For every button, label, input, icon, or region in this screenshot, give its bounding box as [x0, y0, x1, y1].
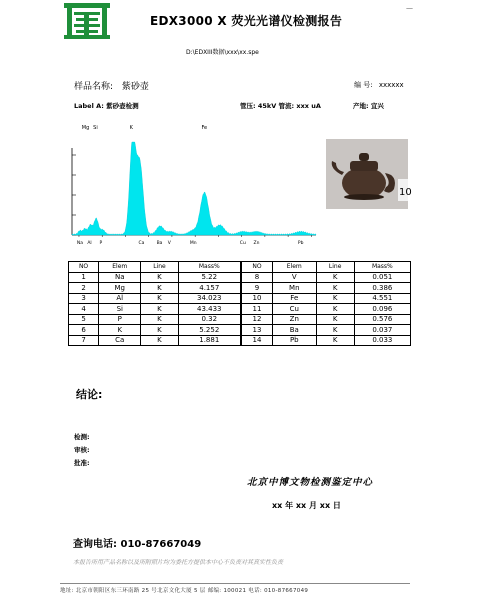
- xrf-spectrum-chart: [64, 120, 320, 250]
- table-cell: 0.037: [354, 325, 410, 336]
- label-a: Label A: 紫砂壶检测: [74, 102, 139, 110]
- table-cell: 5.22: [178, 272, 240, 283]
- report-title: EDX3000 X 荧光光谱仪检测报告: [150, 14, 343, 28]
- column-header: Mass%: [354, 262, 410, 273]
- table-row: [69, 283, 241, 294]
- issue-date: xx 年 xx 月 xx 日: [272, 501, 341, 510]
- table-cell: Si: [99, 304, 141, 315]
- sample-number-value: xxxxxx: [378, 81, 404, 89]
- conclusion-label: 结论:: [76, 388, 103, 401]
- table-cell: Ca: [99, 335, 141, 346]
- sample-name-row: [74, 79, 149, 92]
- table-cell: K: [316, 325, 354, 336]
- table-cell: 0.386: [354, 283, 410, 294]
- table-cell: K: [141, 272, 178, 283]
- table-row: [242, 314, 411, 325]
- table-cell: Mn: [272, 283, 316, 294]
- peak-label-top: K: [129, 125, 133, 131]
- element-table-left: [68, 261, 241, 346]
- origin-label: 产地:: [353, 102, 369, 110]
- table-row: [69, 335, 241, 346]
- sample-number-label: 编 号:: [354, 81, 373, 89]
- peak-label-bottom: Pb: [297, 241, 304, 246]
- peak-label-bottom: Al: [87, 241, 92, 246]
- sample-name-value: 紫砂壶: [121, 82, 149, 92]
- table-cell: K: [141, 314, 178, 325]
- table-cell: 9: [242, 283, 273, 294]
- table-row: [242, 335, 411, 346]
- table-row: [242, 293, 411, 304]
- table-cell: Zn: [272, 314, 316, 325]
- table-cell: K: [316, 283, 354, 294]
- column-header: Line: [141, 262, 178, 273]
- table-cell: 0.051: [354, 272, 410, 283]
- table-row: [242, 283, 411, 294]
- table-cell: K: [316, 293, 354, 304]
- table-row: [242, 304, 411, 315]
- peak-label-bottom: Zn: [253, 241, 260, 246]
- element-labels: [77, 125, 304, 246]
- column-header: NO: [242, 262, 273, 273]
- table-cell: 1: [69, 272, 99, 283]
- table-cell: K: [141, 325, 178, 336]
- reviewer-label: 审核:: [74, 446, 90, 454]
- table-cell: 10: [242, 293, 273, 304]
- peak-label-top: Fe: [201, 125, 208, 131]
- origin-row: [353, 101, 384, 110]
- column-header: NO: [69, 262, 99, 273]
- approver-label: 批准:: [74, 459, 90, 467]
- table-cell: 3: [69, 293, 99, 304]
- table-row: [69, 293, 241, 304]
- table-cell: 7: [69, 335, 99, 346]
- footer-address: 地址: 北京市朝阳区东三环南路 25 号北京文化大厦 5 层 邮编: 100021 电话: 010-87667049: [60, 588, 309, 594]
- table-cell: K: [316, 272, 354, 283]
- column-header: Elem: [99, 262, 141, 273]
- table-cell: 2: [69, 283, 99, 294]
- peak-label-bottom: P: [99, 241, 103, 246]
- origin-value: 宜兴: [370, 102, 384, 110]
- footer-divider: [60, 583, 410, 584]
- table-cell: 43.433: [178, 304, 240, 315]
- table-cell: 5.252: [178, 325, 240, 336]
- contact-phone: 查询电话: 010-87667049: [73, 539, 202, 550]
- table-cell: K: [99, 325, 141, 336]
- table-row: [69, 304, 241, 315]
- corner-mark: —: [406, 4, 413, 12]
- tester-label: 检测:: [74, 433, 90, 441]
- table-cell: 14: [242, 335, 273, 346]
- spectrum-file-path: D:\EDXIII数据\xxx\xx.spe: [186, 49, 259, 56]
- sample-number-row: [354, 80, 404, 90]
- peak-label-bottom: Mn: [189, 241, 197, 246]
- table-cell: 1.881: [178, 335, 240, 346]
- table-cell: 11: [242, 304, 273, 315]
- table-cell: P: [99, 314, 141, 325]
- table-cell: 0.576: [354, 314, 410, 325]
- table-cell: 12: [242, 314, 273, 325]
- table-cell: 4.157: [178, 283, 240, 294]
- photo-tag: 10: [399, 187, 412, 198]
- peak-label-top: Mg: [81, 125, 90, 131]
- table-cell: Pb: [272, 335, 316, 346]
- table-cell: K: [316, 335, 354, 346]
- table-row: [69, 272, 241, 283]
- teapot-photo-icon: [326, 139, 412, 209]
- peak-label-top: Si: [93, 125, 98, 131]
- table-cell: K: [141, 293, 178, 304]
- peak-label-bottom: Ca: [138, 241, 145, 246]
- chart-axes: [72, 148, 316, 237]
- issuer-name: 北京中博文物检测鉴定中心: [247, 477, 374, 488]
- table-cell: 8: [242, 272, 273, 283]
- table-cell: 4: [69, 304, 99, 315]
- table-cell: 34.023: [178, 293, 240, 304]
- peak-label-bottom: Na: [76, 241, 84, 246]
- peak-label-bottom: V: [167, 241, 171, 246]
- table-cell: 4.551: [354, 293, 410, 304]
- table-cell: Cu: [272, 304, 316, 315]
- table-cell: K: [141, 283, 178, 294]
- table-row: [242, 325, 411, 336]
- spectrum-series: [72, 142, 316, 235]
- table-cell: 5: [69, 314, 99, 325]
- table-row: [69, 314, 241, 325]
- table-cell: Na: [99, 272, 141, 283]
- peak-label-bottom: Cu: [239, 241, 246, 246]
- museum-logo-icon: [64, 3, 110, 39]
- disclaimer-text: 本报告所用产品名称以及所附照片均为委托方提供本中心不负责对其真实性负责: [73, 559, 284, 566]
- element-table-right: [241, 261, 411, 346]
- table-row: [69, 325, 241, 336]
- table-cell: K: [141, 335, 178, 346]
- column-header: Mass%: [178, 262, 240, 273]
- sample-name-label: 样品名称:: [74, 82, 114, 92]
- table-cell: Ba: [272, 325, 316, 336]
- test-params: 管压: 45kV 管流: xxx uA: [240, 102, 321, 110]
- table-cell: 0.033: [354, 335, 410, 346]
- column-header: Elem: [272, 262, 316, 273]
- table-row: [242, 272, 411, 283]
- table-cell: Fe: [272, 293, 316, 304]
- table-cell: K: [141, 304, 178, 315]
- table-cell: 13: [242, 325, 273, 336]
- table-cell: 0.32: [178, 314, 240, 325]
- table-cell: Al: [99, 293, 141, 304]
- table-cell: 6: [69, 325, 99, 336]
- peak-label-bottom: Ba: [156, 241, 163, 246]
- table-cell: Mg: [99, 283, 141, 294]
- table-cell: K: [316, 304, 354, 315]
- table-cell: K: [316, 314, 354, 325]
- table-cell: V: [272, 272, 316, 283]
- column-header: Line: [316, 262, 354, 273]
- table-cell: 0.096: [354, 304, 410, 315]
